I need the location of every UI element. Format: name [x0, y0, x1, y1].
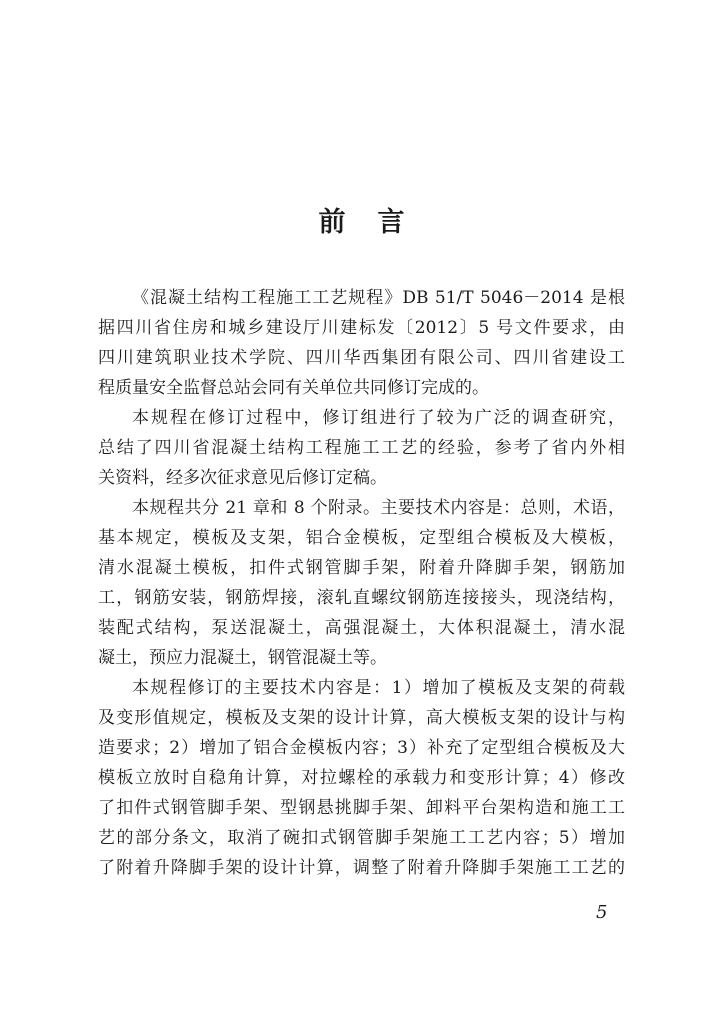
text-line: 本规程修订的主要技术内容是：1）增加了模板及支架的荷载: [132, 678, 625, 698]
text-line: 装配式结构，泵送混凝土，高强混凝土，大体积混凝土，清水混: [98, 618, 625, 638]
text-line: 工，钢筋安装，钢筋焊接，滚轧直螺纹钢筋连接接头，现浇结构，: [98, 588, 625, 608]
text-line: 本规程在修订过程中，修订组进行了较为广泛的调查研究，: [132, 408, 625, 428]
text-line: 基本规定，模板及支架，铝合金模板，定型组合模板及大模板，: [98, 528, 625, 548]
text-line: 艺的部分条文，取消了碗扣式钢管脚手架施工工艺内容；5）增加: [98, 828, 625, 848]
preface-body: [98, 283, 625, 883]
text-line: 据四川省住房和城乡建设厅川建标发〔2012〕5 号文件要求，由: [98, 318, 625, 338]
text-line: 本规程共分 21 章和 8 个附录。主要技术内容是：总则，术语，: [132, 498, 625, 518]
text-line: 四川建筑职业技术学院、四川华西集团有限公司、四川省建设工: [98, 348, 625, 368]
page-number: 5: [596, 902, 608, 923]
text-line: 程质量安全监督总站会同有关单位共同修订完成的。: [98, 378, 489, 398]
text-line: 凝土，预应力混凝土，钢管混凝土等。: [98, 648, 387, 668]
text-line: 《混凝土结构工程施工工艺规程》DB 51/T 5046－2014 是根: [132, 288, 625, 308]
text-line: 模板立放时自稳角计算，对拉螺栓的承载力和变形计算；4）修改: [98, 768, 625, 788]
text-line: 清水混凝土模板，扣件式钢管脚手架，附着升降脚手架，钢筋加: [98, 558, 625, 578]
text-line: 关资料，经多次征求意见后修订定稿。: [98, 468, 387, 488]
text-line: 了扣件式钢管脚手架、型钢悬挑脚手架、卸料平台架构造和施工工: [98, 798, 625, 818]
text-line: 及变形值规定，模板及支架的设计计算，高大模板支架的设计与构: [98, 708, 625, 728]
text-line: 总结了四川省混凝土结构工程施工工艺的经验，参考了省内外相: [98, 438, 625, 458]
text-line: 了附着升降脚手架的设计计算，调整了附着升降脚手架施工工艺的: [98, 858, 625, 878]
text-line: 造要求；2）增加了铝合金模板内容；3）补充了定型组合模板及大: [98, 738, 625, 758]
page-title: 前言: [318, 207, 437, 238]
